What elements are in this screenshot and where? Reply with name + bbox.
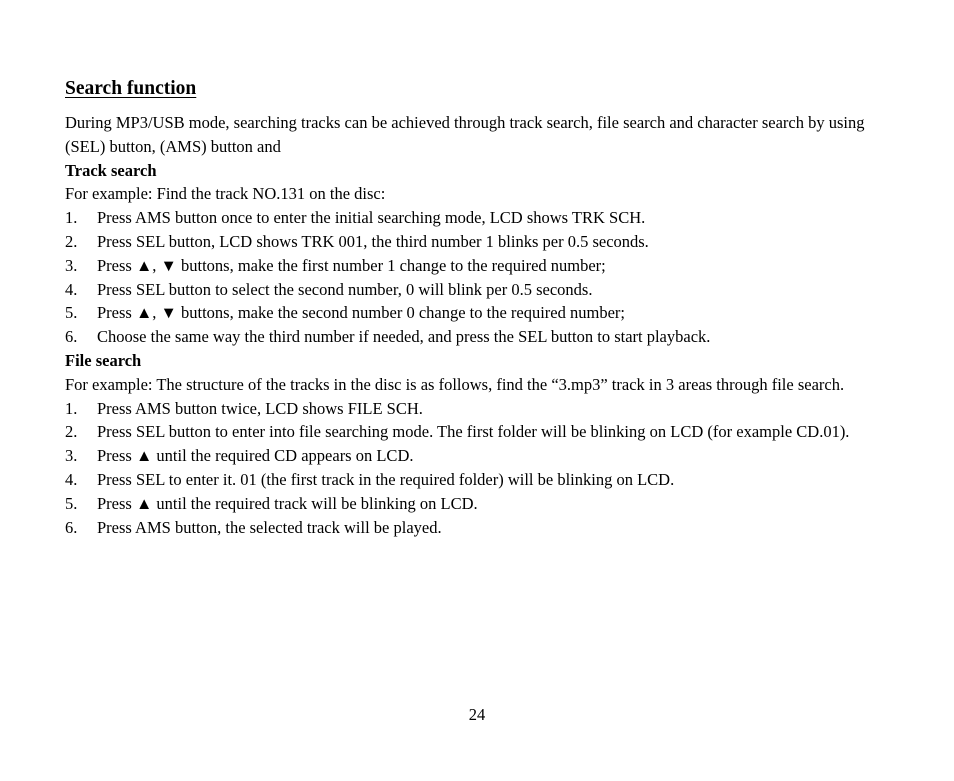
step-text: Press AMS button once to enter the initial searching mode, LCD shows TRK SCH. [97,208,646,228]
step-text: Press ▲ until the required track will be blinking on LCD. [97,493,478,513]
step-number: 5. [65,303,78,323]
list-item [65,397,890,421]
list-item [65,254,890,278]
intro-paragraph: During MP3/USB mode, searching tracks can be achieved through track search, file search and character search by using (SEL) button, (AMS) button and [65,113,865,156]
step-text: Press AMS button twice, LCD shows FILE SCH. [97,398,423,418]
step-number: 4. [65,279,78,299]
step-number: 3. [65,446,78,466]
step-number: 6. [65,327,78,347]
list-item [65,301,890,325]
step-text: Choose the same way the third number if needed, and press the SEL button to start playback. [97,327,711,347]
list-item [65,278,890,302]
step-number: 5. [65,493,78,513]
list-item [65,468,890,492]
step-number: 2. [65,231,78,251]
list-item [65,516,890,540]
list-item [65,492,890,516]
list-item [65,444,890,468]
step-text: Press ▲ until the required CD appears on LCD. [97,446,414,466]
track-search-heading: Track search [65,160,157,180]
track-search-steps [65,206,890,349]
step-number: 4. [65,469,78,489]
step-number: 6. [65,517,78,537]
step-text: Press ▲, ▼ buttons, make the first number 1 change to the required number; [97,255,606,275]
page-content [65,76,890,539]
step-text: Press SEL button to select the second number, 0 will blink per 0.5 seconds. [97,279,593,299]
list-item [65,420,890,444]
page-number: 24 [468,705,486,724]
track-search-section [65,159,890,349]
list-item [65,206,890,230]
file-search-heading: File search [65,350,142,370]
list-item [65,230,890,254]
step-text: Press AMS button, the selected track will be played. [97,517,442,537]
track-search-example: For example: Find the track NO.131 on the disc: [65,184,386,204]
step-number: 3. [65,255,78,275]
step-number: 1. [65,208,78,228]
section-title: Search function [65,78,197,99]
step-text: Press SEL to enter it. 01 (the first track in the required folder) will be blinking on LCD. [97,469,675,489]
step-text: Press ▲, ▼ buttons, make the second number 0 change to the required number; [97,303,625,323]
file-search-example: For example: The structure of the tracks in the disc is as follows, find the “3.mp3” track in 3 areas through file search. [65,374,845,394]
step-text: Press SEL button to enter into file searching mode. The first folder will be blinking on LCD (for example CD.01). [97,422,850,442]
file-search-section [65,349,890,539]
list-item [65,325,890,349]
step-number: 1. [65,398,78,418]
step-number: 2. [65,422,78,442]
step-text: Press SEL button, LCD shows TRK 001, the third number 1 blinks per 0.5 seconds. [97,231,649,251]
file-search-steps [65,397,890,540]
